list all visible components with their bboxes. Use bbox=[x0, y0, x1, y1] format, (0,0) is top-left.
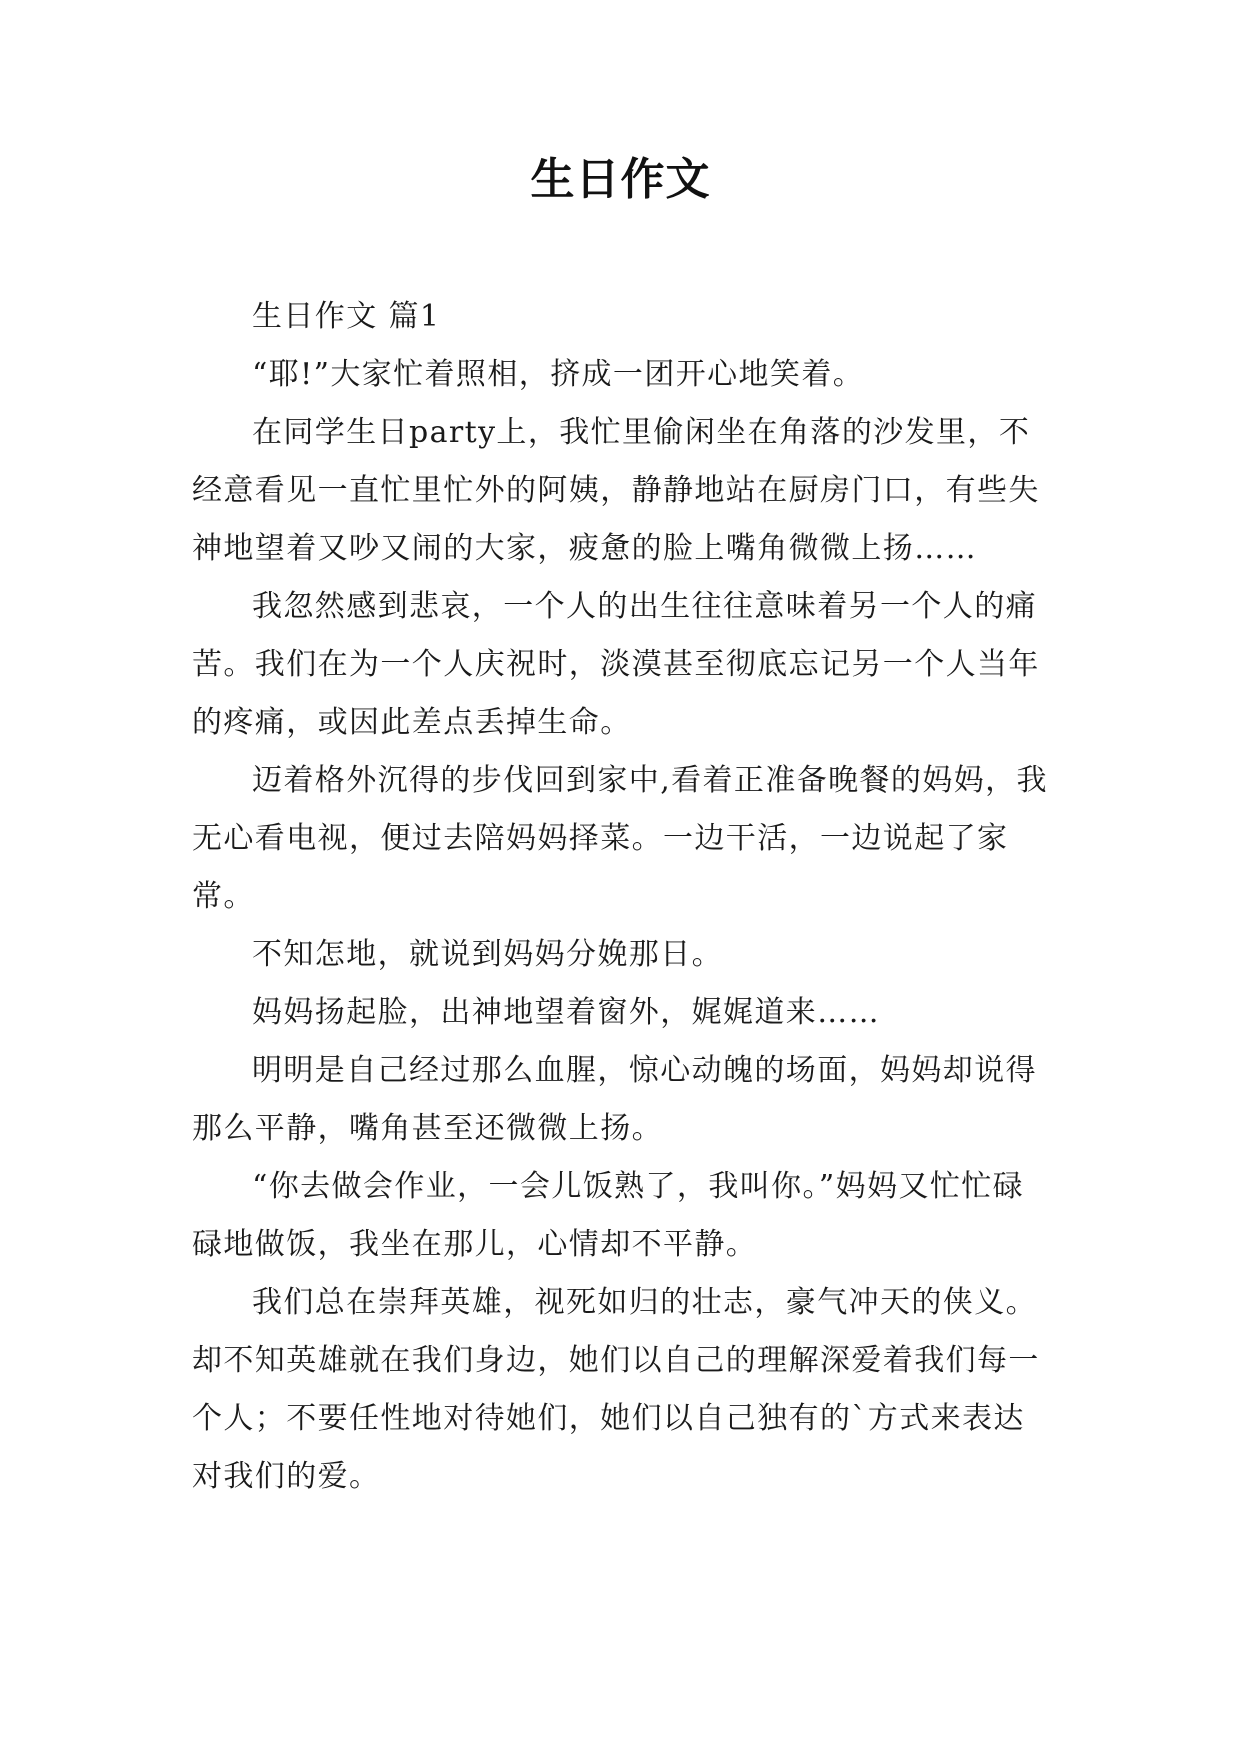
paragraph: 明明是自己经过那么血腥，惊心动魄的场面，妈妈却说得那么平静，嘴角甚至还微微上扬。 bbox=[192, 1053, 1037, 1146]
paragraph: “耶!”大家忙着照相，挤成一团开心地笑着。 bbox=[252, 357, 865, 392]
section-heading: 生日作文 篇1 bbox=[252, 299, 441, 334]
paragraph: 我们总在崇拜英雄，视死如归的壮志，豪气冲天的侠义。却不知英雄就在我们身边，她们以自己的理解深爱着我们每一个人；不要任性地对待她们，她们以自己独有的`方式来表达对我们的爱。 bbox=[192, 1285, 1040, 1494]
paragraph: 迈着格外沉得的步伐回到家中,看着正准备晚餐的妈妈，我无心看电视，便过去陪妈妈择菜。一边干活，一边说起了家常。 bbox=[192, 763, 1048, 914]
document-body bbox=[192, 288, 1052, 1506]
paragraph: 我忽然感到悲哀，一个人的出生往往意味着另一个人的痛苦。我们在为一个人庆祝时，淡漠甚至彻底忘记另一个人当年的疼痛，或因此差点丢掉生命。 bbox=[192, 589, 1040, 740]
paragraph: 不知怎地，就说到妈妈分娩那日。 bbox=[252, 937, 723, 972]
paragraph: “你去做会作业，一会儿饭熟了，我叫你。”妈妈又忙忙碌碌地做饭，我坐在那儿，心情却不平静。 bbox=[192, 1169, 1025, 1262]
paragraph: 妈妈扬起脸，出神地望着窗外，娓娓道来…… bbox=[252, 995, 880, 1030]
document-title: 生日作文 bbox=[530, 154, 711, 205]
paragraph: 在同学生日party上，我忙里偷闲坐在角落的沙发里，不经意看见一直忙里忙外的阿姨，静静地站在厨房门口，有些失神地望着又吵又闹的大家，疲惫的脸上嘴角微微上扬…… bbox=[192, 415, 1040, 566]
